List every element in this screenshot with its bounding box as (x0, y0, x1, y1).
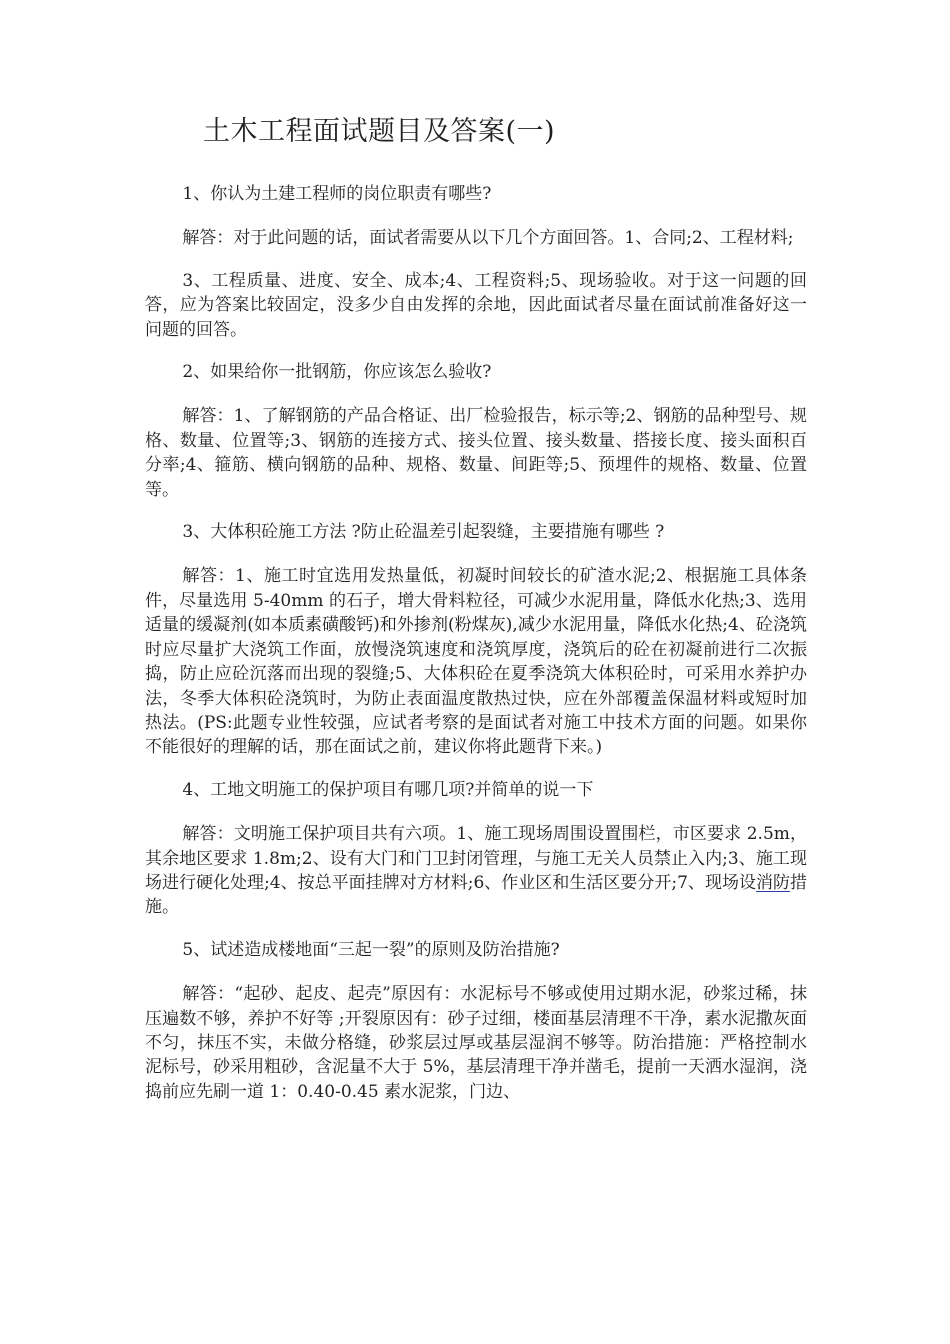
document-title: 土木工程面试题目及答案(一) (203, 116, 556, 147)
answer-2: 解答：1、了解钢筋的产品合格证、出厂检验报告，标示等;2、钢筋的品种型号、规格、数量、位置等;3、钢筋的连接方式、接头位置、接头数量、搭接长度、接头面积百分率;4、箍筋、横向钢筋的品种、规格、数量、间距等;5、预埋件的规格、数量、位置等。 (145, 406, 807, 500)
question-5: 5、试述造成楼地面“三起一裂”的原则及防治措施? (182, 939, 560, 960)
question-1: 1、你认为土建工程师的岗位职责有哪些? (182, 184, 492, 204)
answer-1-part-1: 解答：对于此问题的话，面试者需要从以下几个方面回答。1、合同;2、工程材料; (182, 228, 794, 249)
answer-4 (145, 822, 807, 920)
answer-4-tail: 措施。 (145, 872, 808, 918)
answer-1-part-2: 3、工程质量、进度、安全、成本;4、工程资料;5、现场验收。对于这一问题的回答，应为答案比较固定，没多少自由发挥的余地，因此面试者尽量在面试前准备好这一问题的回答。 (145, 270, 807, 340)
answer-4-text: 解答：文明施工保护项目共有六项。1、施工现场周围设置围栏，市区要求 2.5m，其余地区要求 1.8m;2、设有大门和门卫封闭管理，与施工无关人员禁止入内;3、施工现场进行硬化处理;4、按总平面挂牌对方材料;6、作业区和生活区要分开;7、现场设 (145, 824, 807, 893)
question-3: 3、大体积砼施工方法 ?防止砼温差引起裂缝，主要措施有哪些 ? (182, 522, 665, 543)
answer-3: 解答：1、施工时宜选用发热量低，初凝时间较长的矿渣水泥;2、根据施工具体条件，尽量选用 5-40mm 的石子，增大骨料粒径，可减少水泥用量，降低水化热;3、选用适量的缓凝剂(如本质素磺酸钙)和外掺剂(粉煤灰),减少水泥用量，降低水化热;4、砼浇筑时应尽量扩大浇筑工作面，放慢浇筑速度和浇筑厚度，浇筑后的砼在初凝前进行二次振捣，防止应砼沉落而出现的裂缝;5、大体积砼在夏季浇筑大体积砼时，可采用水养护办法，冬季大体积砼浇筑时，为防止表面温度散热过快，应在外部覆盖保温材料或短时加热法。(PS:此题专业性较强，应试者考察的是面试者对施工中技术方面的问题。如果你不能很好的理解的话，那在面试之前，建议你将此题背下来。) (145, 566, 807, 758)
question-2: 2、如果给你一批钢筋，你应该怎么验收? (182, 362, 492, 383)
document-body (145, 182, 807, 1122)
fire-protection-link[interactable]: 消防 (755, 872, 791, 893)
question-4: 4、工地文明施工的保护项目有哪几项?并简单的说一下 (182, 779, 594, 800)
answer-5: 解答：“起砂、起皮、起壳”原因有：水泥标号不够或使用过期水泥，砂浆过稀，抹压遍数不够，养护不好等 ;开裂原因有：砂子过细，楼面基层清理不干净，素水泥撒灰面不匀，抹压不实，未做分格缝，砂浆层过厚或基层湿润不够等。防治措施：严格控制水泥标号，砂采用粗砂，含泥量不大于 5%，基层清理干净并凿毛，提前一天洒水湿润，浇捣前应先刷一道 1：0.40-0.45 素水泥浆，门边、 (145, 984, 807, 1102)
